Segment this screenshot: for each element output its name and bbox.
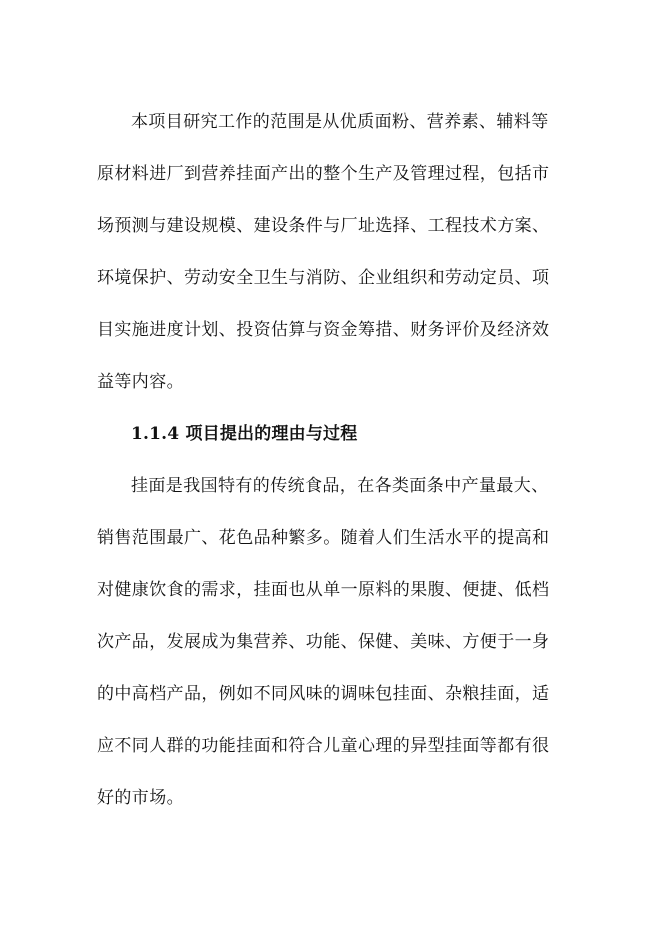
paragraph-1-line-5: 目实施进度计划、投资估算与资金筹措、财务评价及经济效 [97,320,550,340]
paragraph-2-line-7: 好的市场。 [97,788,184,808]
paragraph-2-line-5: 的中高档产品，例如不同风味的调味包挂面、杂粮挂面，适 [97,684,550,704]
paragraph-2-line-2: 销售范围最广、花色品种繁多。随着人们生活水平的提高和 [97,528,550,548]
paragraph-1-line-2: 原材料进厂到营养挂面产出的整个生产及管理过程，包括市 [97,164,550,184]
paragraph-1-line-1: 本项目研究工作的范围是从优质面粉、营养素、辅料等 [131,112,549,132]
paragraph-2-line-1: 挂面是我国特有的传统食品，在各类面条中产量最大、 [131,476,549,496]
paragraph-2-line-4: 次产品，发展成为集营养、功能、保健、美味、方便于一身 [97,632,550,652]
paragraph-1-line-3: 场预测与建设规模、建设条件与厂址选择、工程技术方案、 [97,216,550,236]
paragraph-2-line-6: 应不同人群的功能挂面和符合儿童心理的异型挂面等都有很 [97,736,550,756]
paragraph-1-line-4: 环境保护、劳动安全卫生与消防、企业组织和劳动定员、项 [97,268,550,288]
paragraph-1-line-6: 益等内容。 [97,372,184,392]
section-heading: 1.1.4 项目提出的理由与过程 [131,424,358,444]
paragraph-2-line-3: 对健康饮食的需求，挂面也从单一原料的果腹、便捷、低档 [97,580,550,600]
